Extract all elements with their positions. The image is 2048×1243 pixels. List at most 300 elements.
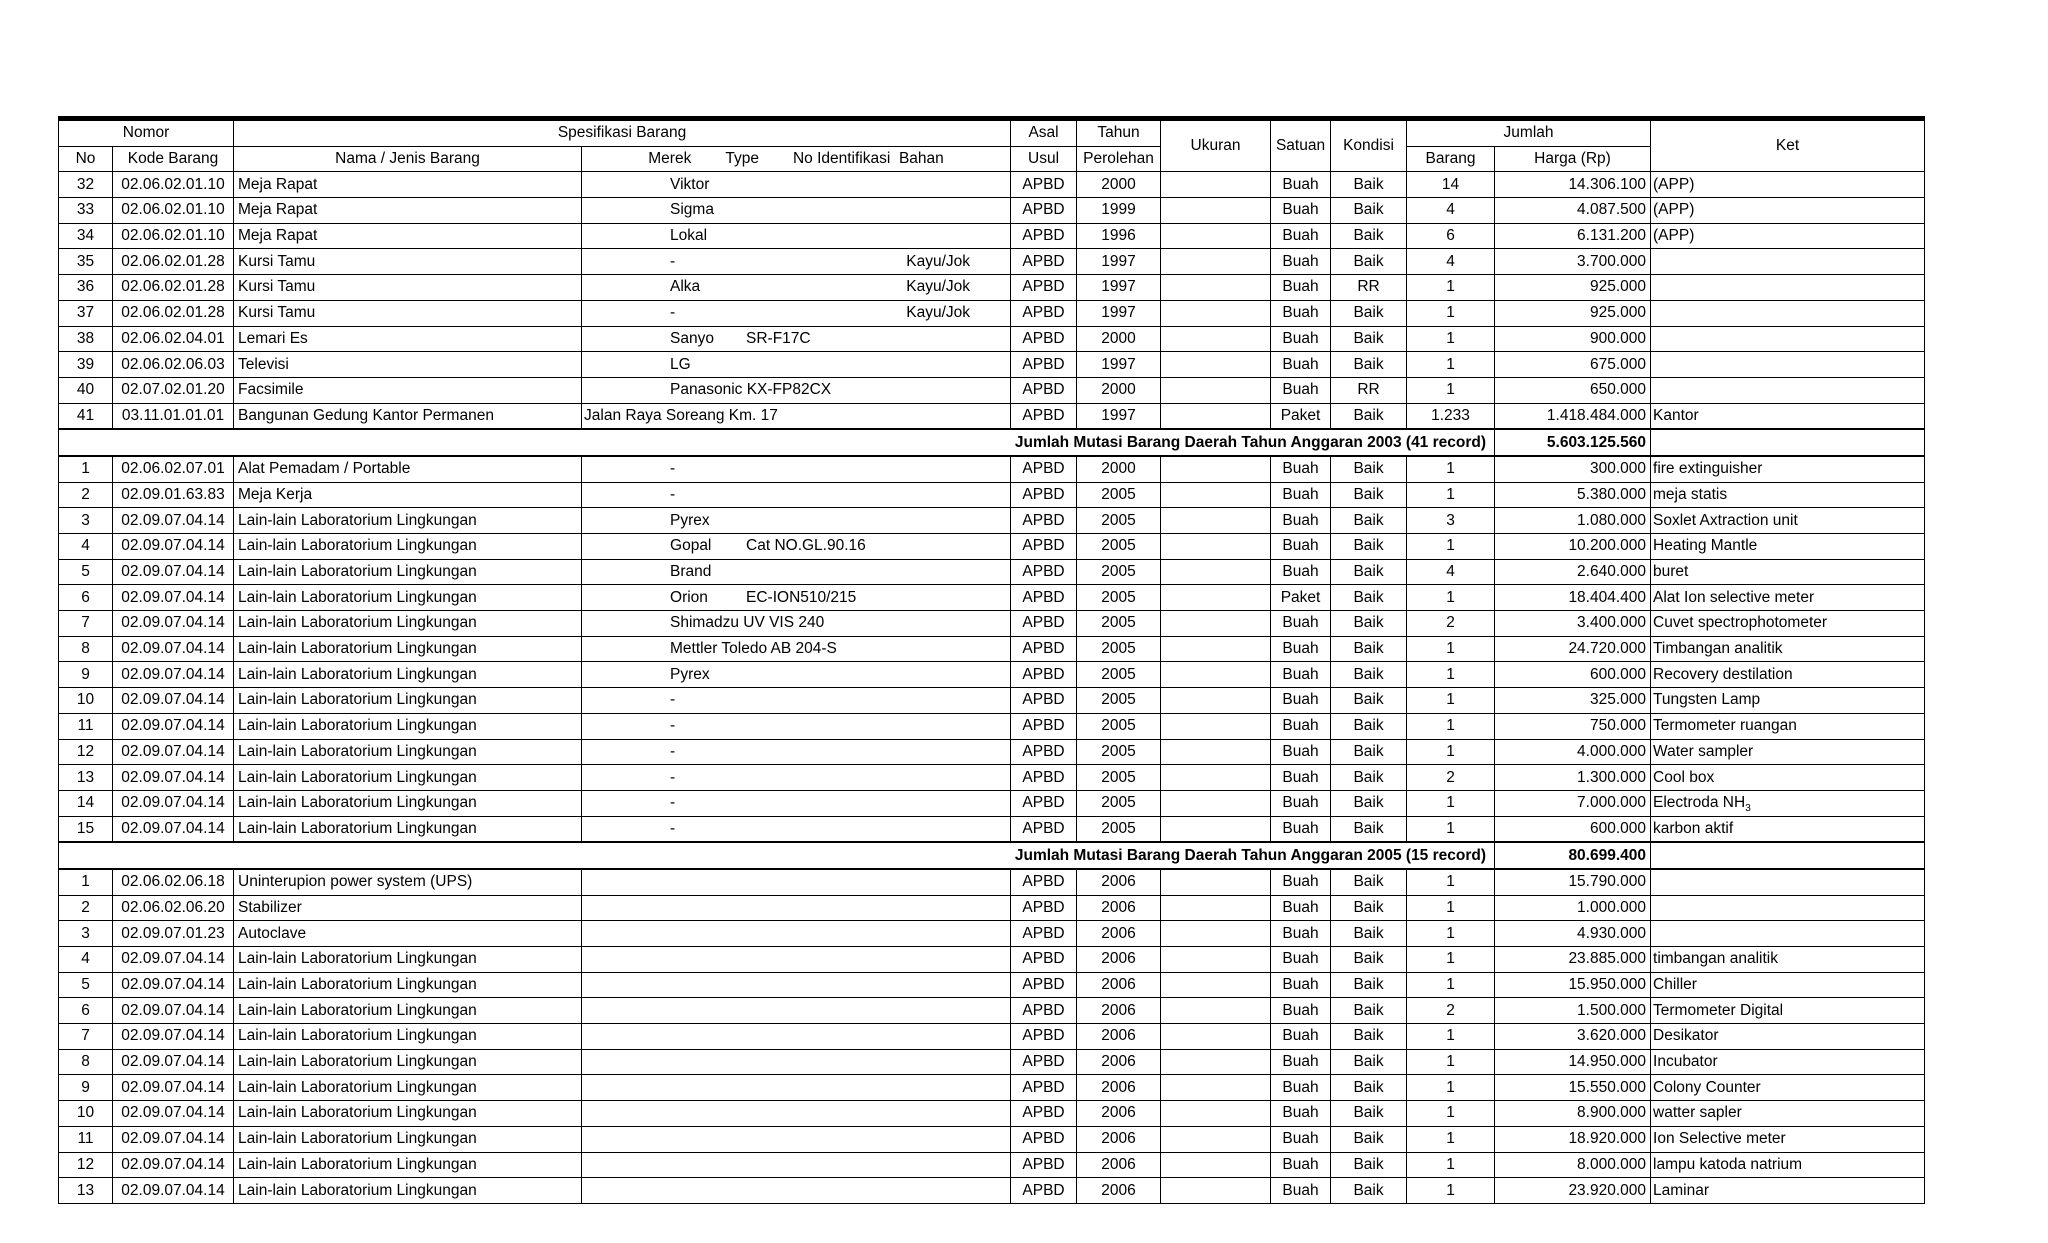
cell-ket <box>1651 534 1925 560</box>
cell-kode: 02.09.07.04.14 <box>113 1178 234 1204</box>
cell-tahun: 2006 <box>1077 895 1161 921</box>
cell-ket-text: Laminar <box>1653 1181 1710 1199</box>
table-row <box>59 869 1925 895</box>
cell-spesifikasi <box>582 275 1011 301</box>
cell-ket-subscript: 3 <box>1745 803 1751 815</box>
table-row <box>59 300 1925 326</box>
cell-ket-text: (APP) <box>1653 175 1695 193</box>
cell-ket <box>1651 482 1925 508</box>
summary-blank <box>1651 429 1925 456</box>
cell-asal: APBD <box>1011 326 1077 352</box>
cell-kode: 02.09.07.04.14 <box>113 1152 234 1178</box>
cell-kode: 02.09.07.04.14 <box>113 972 234 998</box>
cell-barang: 1 <box>1407 921 1495 947</box>
cell-ket-text: Desikator <box>1653 1027 1719 1045</box>
cell-barang: 1 <box>1407 326 1495 352</box>
cell-kondisi: Baik <box>1331 1101 1407 1127</box>
cell-no: 33 <box>59 198 113 224</box>
cell-kode: 02.09.07.04.14 <box>113 662 234 688</box>
cell-no: 9 <box>59 1075 113 1101</box>
cell-tahun: 1997 <box>1077 403 1161 429</box>
table-row <box>59 172 1925 198</box>
cell-ket <box>1651 636 1925 662</box>
cell-satuan: Buah <box>1271 662 1331 688</box>
table-row <box>59 249 1925 275</box>
cell-kode: 02.07.02.01.20 <box>113 377 234 403</box>
cell-tahun: 2005 <box>1077 534 1161 560</box>
table-row <box>59 947 1925 973</box>
cell-merek: - <box>670 691 676 709</box>
cell-kondisi: Baik <box>1331 662 1407 688</box>
cell-satuan: Paket <box>1271 585 1331 611</box>
cell-nama: Lain-lain Laboratorium Lingkungan <box>234 559 582 585</box>
cell-ket <box>1651 559 1925 585</box>
cell-bahan: Kayu/Jok <box>906 252 971 270</box>
cell-ket <box>1651 972 1925 998</box>
cell-ket-text: Water sampler <box>1653 742 1754 760</box>
cell-spesifikasi <box>582 816 1011 842</box>
cell-merek: - <box>670 819 676 837</box>
header-kode: Kode Barang <box>113 146 234 172</box>
cell-nama: Kursi Tamu <box>234 300 582 326</box>
cell-harga: 6.131.200 <box>1495 223 1651 249</box>
cell-no: 32 <box>59 172 113 198</box>
cell-kode: 02.06.02.07.01 <box>113 456 234 482</box>
cell-kondisi: Baik <box>1331 482 1407 508</box>
cell-spesifikasi <box>582 534 1011 560</box>
cell-kondisi: Baik <box>1331 508 1407 534</box>
cell-kode: 02.09.07.04.14 <box>113 585 234 611</box>
cell-ket-text: Termometer Digital <box>1653 1001 1784 1019</box>
cell-harga: 1.500.000 <box>1495 998 1651 1024</box>
cell-tahun: 2006 <box>1077 972 1161 998</box>
cell-harga: 4.930.000 <box>1495 921 1651 947</box>
cell-no: 3 <box>59 508 113 534</box>
cell-asal: APBD <box>1011 636 1077 662</box>
cell-barang: 2 <box>1407 765 1495 791</box>
table-body <box>59 172 1925 1204</box>
cell-ket <box>1651 326 1925 352</box>
header-nomor: Nomor <box>59 119 234 147</box>
summary-label: Jumlah Mutasi Barang Daerah Tahun Anggaran 2003 (41 record) <box>59 429 1495 456</box>
cell-kondisi: Baik <box>1331 1024 1407 1050</box>
table-row <box>59 1152 1925 1178</box>
cell-barang: 1 <box>1407 713 1495 739</box>
cell-kondisi: Baik <box>1331 1178 1407 1204</box>
cell-nama: Lain-lain Laboratorium Lingkungan <box>234 585 582 611</box>
cell-nama: Lain-lain Laboratorium Lingkungan <box>234 508 582 534</box>
cell-merek: Orion <box>670 588 708 606</box>
cell-tahun: 2006 <box>1077 1075 1161 1101</box>
cell-kode: 02.09.07.04.14 <box>113 1101 234 1127</box>
cell-spesifikasi <box>582 1049 1011 1075</box>
cell-asal: APBD <box>1011 482 1077 508</box>
cell-ket-text: Kantor <box>1653 406 1699 424</box>
cell-kondisi: Baik <box>1331 198 1407 224</box>
cell-spesifikasi <box>582 739 1011 765</box>
table-row <box>59 1101 1925 1127</box>
cell-ket-text: lampu katoda natrium <box>1653 1155 1803 1173</box>
cell-asal: APBD <box>1011 559 1077 585</box>
cell-asal: APBD <box>1011 508 1077 534</box>
cell-ket <box>1651 998 1925 1024</box>
cell-tahun: 2005 <box>1077 739 1161 765</box>
cell-harga: 3.700.000 <box>1495 249 1651 275</box>
cell-barang: 1 <box>1407 482 1495 508</box>
cell-spesifikasi <box>582 869 1011 895</box>
cell-no: 12 <box>59 739 113 765</box>
table-row <box>59 1024 1925 1050</box>
cell-nama: Lain-lain Laboratorium Lingkungan <box>234 739 582 765</box>
cell-ket-text: Ion Selective meter <box>1653 1130 1786 1148</box>
cell-ukuran <box>1161 377 1271 403</box>
cell-merek: - <box>670 717 676 735</box>
cell-spesifikasi <box>582 947 1011 973</box>
cell-nama: Alat Pemadam / Portable <box>234 456 582 482</box>
cell-harga: 300.000 <box>1495 456 1651 482</box>
cell-ket-text: Termometer ruangan <box>1653 717 1797 735</box>
cell-ket <box>1651 249 1925 275</box>
cell-barang: 4 <box>1407 198 1495 224</box>
cell-ukuran <box>1161 482 1271 508</box>
cell-kondisi: Baik <box>1331 869 1407 895</box>
cell-satuan: Buah <box>1271 482 1331 508</box>
cell-barang: 1 <box>1407 377 1495 403</box>
cell-ket-text: Chiller <box>1653 976 1697 994</box>
cell-spesifikasi <box>582 352 1011 378</box>
cell-kondisi: Baik <box>1331 636 1407 662</box>
cell-barang: 1 <box>1407 1126 1495 1152</box>
cell-kode: 02.09.01.63.83 <box>113 482 234 508</box>
table-row <box>59 508 1925 534</box>
cell-satuan: Buah <box>1271 456 1331 482</box>
cell-spesifikasi <box>582 249 1011 275</box>
cell-harga: 8.000.000 <box>1495 1152 1651 1178</box>
cell-merek: Alka <box>670 278 701 296</box>
cell-kondisi: Baik <box>1331 739 1407 765</box>
cell-spesifikasi <box>582 198 1011 224</box>
cell-nama: Lain-lain Laboratorium Lingkungan <box>234 688 582 714</box>
cell-ket-text: Colony Counter <box>1653 1078 1761 1096</box>
cell-barang: 1 <box>1407 456 1495 482</box>
cell-kode: 02.06.02.01.28 <box>113 249 234 275</box>
cell-satuan: Buah <box>1271 895 1331 921</box>
table-row <box>59 377 1925 403</box>
cell-tahun: 2006 <box>1077 1049 1161 1075</box>
cell-ket-text: Alat Ion selective meter <box>1653 588 1815 606</box>
cell-barang: 2 <box>1407 998 1495 1024</box>
cell-kondisi: Baik <box>1331 300 1407 326</box>
cell-harga: 925.000 <box>1495 275 1651 301</box>
cell-asal: APBD <box>1011 765 1077 791</box>
cell-nama: Lain-lain Laboratorium Lingkungan <box>234 713 582 739</box>
cell-no: 8 <box>59 636 113 662</box>
cell-harga: 675.000 <box>1495 352 1651 378</box>
cell-satuan: Buah <box>1271 198 1331 224</box>
cell-harga: 3.620.000 <box>1495 1024 1651 1050</box>
cell-harga: 24.720.000 <box>1495 636 1651 662</box>
cell-tahun: 2005 <box>1077 790 1161 816</box>
cell-barang: 1 <box>1407 1178 1495 1204</box>
header-satuan: Satuan <box>1271 119 1331 172</box>
cell-ket <box>1651 1049 1925 1075</box>
cell-nama: Lain-lain Laboratorium Lingkungan <box>234 998 582 1024</box>
cell-barang: 1 <box>1407 1075 1495 1101</box>
cell-harga: 325.000 <box>1495 688 1651 714</box>
cell-asal: APBD <box>1011 972 1077 998</box>
cell-nama: Facsimile <box>234 377 582 403</box>
cell-tahun: 2006 <box>1077 869 1161 895</box>
table-row <box>59 198 1925 224</box>
cell-spesifikasi <box>582 998 1011 1024</box>
summary-label: Jumlah Mutasi Barang Daerah Tahun Anggaran 2005 (15 record) <box>59 842 1495 869</box>
cell-merek: Viktor <box>670 175 710 193</box>
cell-asal: APBD <box>1011 611 1077 637</box>
cell-satuan: Buah <box>1271 972 1331 998</box>
cell-ukuran <box>1161 1101 1271 1127</box>
cell-harga: 650.000 <box>1495 377 1651 403</box>
cell-kode: 02.06.02.06.18 <box>113 869 234 895</box>
cell-harga: 5.380.000 <box>1495 482 1651 508</box>
table-row <box>59 611 1925 637</box>
cell-ukuran <box>1161 972 1271 998</box>
cell-nama: Lain-lain Laboratorium Lingkungan <box>234 1101 582 1127</box>
cell-spesifikasi <box>582 585 1011 611</box>
cell-no: 4 <box>59 947 113 973</box>
cell-asal: APBD <box>1011 1178 1077 1204</box>
cell-tahun: 2006 <box>1077 998 1161 1024</box>
cell-barang: 1 <box>1407 636 1495 662</box>
cell-nama: Meja Rapat <box>234 198 582 224</box>
cell-spesifikasi <box>582 1178 1011 1204</box>
cell-tahun: 2005 <box>1077 688 1161 714</box>
cell-kondisi: Baik <box>1331 921 1407 947</box>
cell-satuan: Buah <box>1271 998 1331 1024</box>
cell-harga: 23.920.000 <box>1495 1178 1651 1204</box>
cell-barang: 1 <box>1407 585 1495 611</box>
cell-ukuran <box>1161 947 1271 973</box>
cell-ket-text: karbon aktif <box>1653 819 1734 837</box>
cell-barang: 1 <box>1407 869 1495 895</box>
cell-satuan: Buah <box>1271 713 1331 739</box>
header-type: Type <box>725 150 759 168</box>
cell-kode: 02.06.02.01.10 <box>113 198 234 224</box>
cell-merek: Panasonic KX-FP82CX <box>670 381 832 399</box>
header-tahun: Tahun <box>1077 119 1161 147</box>
cell-kode: 02.09.07.04.14 <box>113 1024 234 1050</box>
cell-ket <box>1651 1178 1925 1204</box>
cell-kode: 02.09.07.04.14 <box>113 688 234 714</box>
header-merek: Merek <box>648 150 692 168</box>
table-row <box>59 662 1925 688</box>
cell-merek: Brand <box>670 563 712 581</box>
cell-merek: Gopal <box>670 537 712 555</box>
cell-nama: Lain-lain Laboratorium Lingkungan <box>234 790 582 816</box>
cell-ket-text: buret <box>1653 563 1689 581</box>
cell-barang: 1 <box>1407 895 1495 921</box>
cell-no: 1 <box>59 456 113 482</box>
table-header <box>59 119 1925 172</box>
cell-ket-text: Cuvet spectrophotometer <box>1653 614 1828 632</box>
cell-tahun: 2005 <box>1077 559 1161 585</box>
cell-tahun: 2006 <box>1077 947 1161 973</box>
cell-ket <box>1651 790 1925 816</box>
cell-harga: 10.200.000 <box>1495 534 1651 560</box>
cell-tahun: 1997 <box>1077 249 1161 275</box>
header-nama: Nama / Jenis Barang <box>234 146 582 172</box>
cell-tahun: 2005 <box>1077 765 1161 791</box>
cell-no: 39 <box>59 352 113 378</box>
cell-asal: APBD <box>1011 585 1077 611</box>
cell-nama: Lain-lain Laboratorium Lingkungan <box>234 662 582 688</box>
cell-kondisi: Baik <box>1331 585 1407 611</box>
cell-spesifikasi <box>582 326 1011 352</box>
header-bahan: Bahan <box>898 150 944 168</box>
cell-no: 10 <box>59 688 113 714</box>
cell-ket <box>1651 1152 1925 1178</box>
cell-tahun: 2005 <box>1077 713 1161 739</box>
cell-nama: Lain-lain Laboratorium Lingkungan <box>234 1075 582 1101</box>
cell-satuan: Buah <box>1271 1075 1331 1101</box>
cell-kondisi: Baik <box>1331 713 1407 739</box>
cell-ukuran <box>1161 816 1271 842</box>
cell-kondisi: Baik <box>1331 1126 1407 1152</box>
cell-no: 8 <box>59 1049 113 1075</box>
cell-barang: 1 <box>1407 300 1495 326</box>
cell-satuan: Buah <box>1271 300 1331 326</box>
cell-ukuran <box>1161 611 1271 637</box>
cell-kondisi: Baik <box>1331 1152 1407 1178</box>
cell-ukuran <box>1161 1024 1271 1050</box>
cell-tahun: 2006 <box>1077 1101 1161 1127</box>
cell-tahun: 2005 <box>1077 508 1161 534</box>
cell-harga: 900.000 <box>1495 326 1651 352</box>
cell-kondisi: Baik <box>1331 403 1407 429</box>
cell-nama: Lain-lain Laboratorium Lingkungan <box>234 1049 582 1075</box>
cell-ket-text: Recovery destilation <box>1653 665 1793 683</box>
cell-ukuran <box>1161 688 1271 714</box>
cell-kondisi: Baik <box>1331 223 1407 249</box>
header-spesifikasi: Spesifikasi Barang <box>234 119 1011 147</box>
cell-ket <box>1651 352 1925 378</box>
cell-satuan: Buah <box>1271 534 1331 560</box>
cell-kode: 02.09.07.04.14 <box>113 947 234 973</box>
cell-kode: 02.09.07.04.14 <box>113 534 234 560</box>
cell-ukuran <box>1161 895 1271 921</box>
cell-type: SR-F17C <box>746 329 811 347</box>
cell-satuan: Buah <box>1271 636 1331 662</box>
cell-asal: APBD <box>1011 1126 1077 1152</box>
cell-ukuran <box>1161 869 1271 895</box>
cell-satuan: Buah <box>1271 611 1331 637</box>
cell-kondisi: RR <box>1331 275 1407 301</box>
cell-ukuran <box>1161 172 1271 198</box>
cell-kondisi: Baik <box>1331 534 1407 560</box>
cell-ukuran <box>1161 585 1271 611</box>
summary-row <box>59 842 1925 869</box>
cell-ket <box>1651 739 1925 765</box>
cell-kondisi: Baik <box>1331 352 1407 378</box>
cell-lokasi: Jalan Raya Soreang Km. 17 <box>584 406 778 424</box>
cell-kode: 02.09.07.04.14 <box>113 1126 234 1152</box>
cell-tahun: 2005 <box>1077 636 1161 662</box>
cell-no: 7 <box>59 611 113 637</box>
cell-kondisi: Baik <box>1331 1049 1407 1075</box>
cell-kondisi: RR <box>1331 377 1407 403</box>
cell-nama: Meja Rapat <box>234 172 582 198</box>
cell-no: 41 <box>59 403 113 429</box>
cell-ukuran <box>1161 1178 1271 1204</box>
cell-kode: 02.09.07.04.14 <box>113 1075 234 1101</box>
table-row <box>59 921 1925 947</box>
table-row <box>59 534 1925 560</box>
cell-tahun: 2000 <box>1077 456 1161 482</box>
cell-type: Cat NO.GL.90.16 <box>746 537 866 555</box>
cell-ket-text: meja statis <box>1653 485 1728 503</box>
cell-merek: - <box>670 742 676 760</box>
cell-harga: 15.790.000 <box>1495 869 1651 895</box>
cell-barang: 1 <box>1407 352 1495 378</box>
header-noid: No Identifikasi <box>792 150 891 168</box>
cell-ket <box>1651 172 1925 198</box>
cell-ket-text: fire extinguisher <box>1653 460 1763 478</box>
cell-barang: 4 <box>1407 249 1495 275</box>
cell-asal: APBD <box>1011 790 1077 816</box>
cell-satuan: Buah <box>1271 172 1331 198</box>
cell-ket <box>1651 198 1925 224</box>
cell-satuan: Buah <box>1271 508 1331 534</box>
cell-harga: 15.550.000 <box>1495 1075 1651 1101</box>
cell-tahun: 2000 <box>1077 172 1161 198</box>
cell-spesifikasi <box>582 223 1011 249</box>
cell-satuan: Buah <box>1271 223 1331 249</box>
cell-harga: 4.087.500 <box>1495 198 1651 224</box>
cell-barang: 1 <box>1407 1024 1495 1050</box>
cell-kondisi: Baik <box>1331 172 1407 198</box>
cell-satuan: Buah <box>1271 947 1331 973</box>
cell-ket-text: Electroda NH <box>1653 794 1746 812</box>
table-row <box>59 585 1925 611</box>
cell-no: 4 <box>59 534 113 560</box>
cell-satuan: Buah <box>1271 1126 1331 1152</box>
cell-no: 11 <box>59 713 113 739</box>
cell-no: 11 <box>59 1126 113 1152</box>
cell-nama: Kursi Tamu <box>234 249 582 275</box>
table-row <box>59 456 1925 482</box>
cell-nama: Lain-lain Laboratorium Lingkungan <box>234 534 582 560</box>
cell-nama: Lain-lain Laboratorium Lingkungan <box>234 636 582 662</box>
cell-asal: APBD <box>1011 300 1077 326</box>
cell-spesifikasi <box>582 1075 1011 1101</box>
cell-barang: 1 <box>1407 534 1495 560</box>
table-row <box>59 688 1925 714</box>
header-merek-group <box>582 146 1011 172</box>
cell-satuan: Buah <box>1271 352 1331 378</box>
cell-kode: 02.06.02.06.20 <box>113 895 234 921</box>
cell-harga: 1.300.000 <box>1495 765 1651 791</box>
table-row <box>59 1178 1925 1204</box>
header-no: No <box>59 146 113 172</box>
cell-asal: APBD <box>1011 275 1077 301</box>
cell-asal: APBD <box>1011 1152 1077 1178</box>
cell-kondisi: Baik <box>1331 895 1407 921</box>
cell-satuan: Buah <box>1271 249 1331 275</box>
cell-ket <box>1651 1126 1925 1152</box>
table-row <box>59 482 1925 508</box>
cell-no: 7 <box>59 1024 113 1050</box>
cell-nama: Lain-lain Laboratorium Lingkungan <box>234 611 582 637</box>
cell-no: 12 <box>59 1152 113 1178</box>
